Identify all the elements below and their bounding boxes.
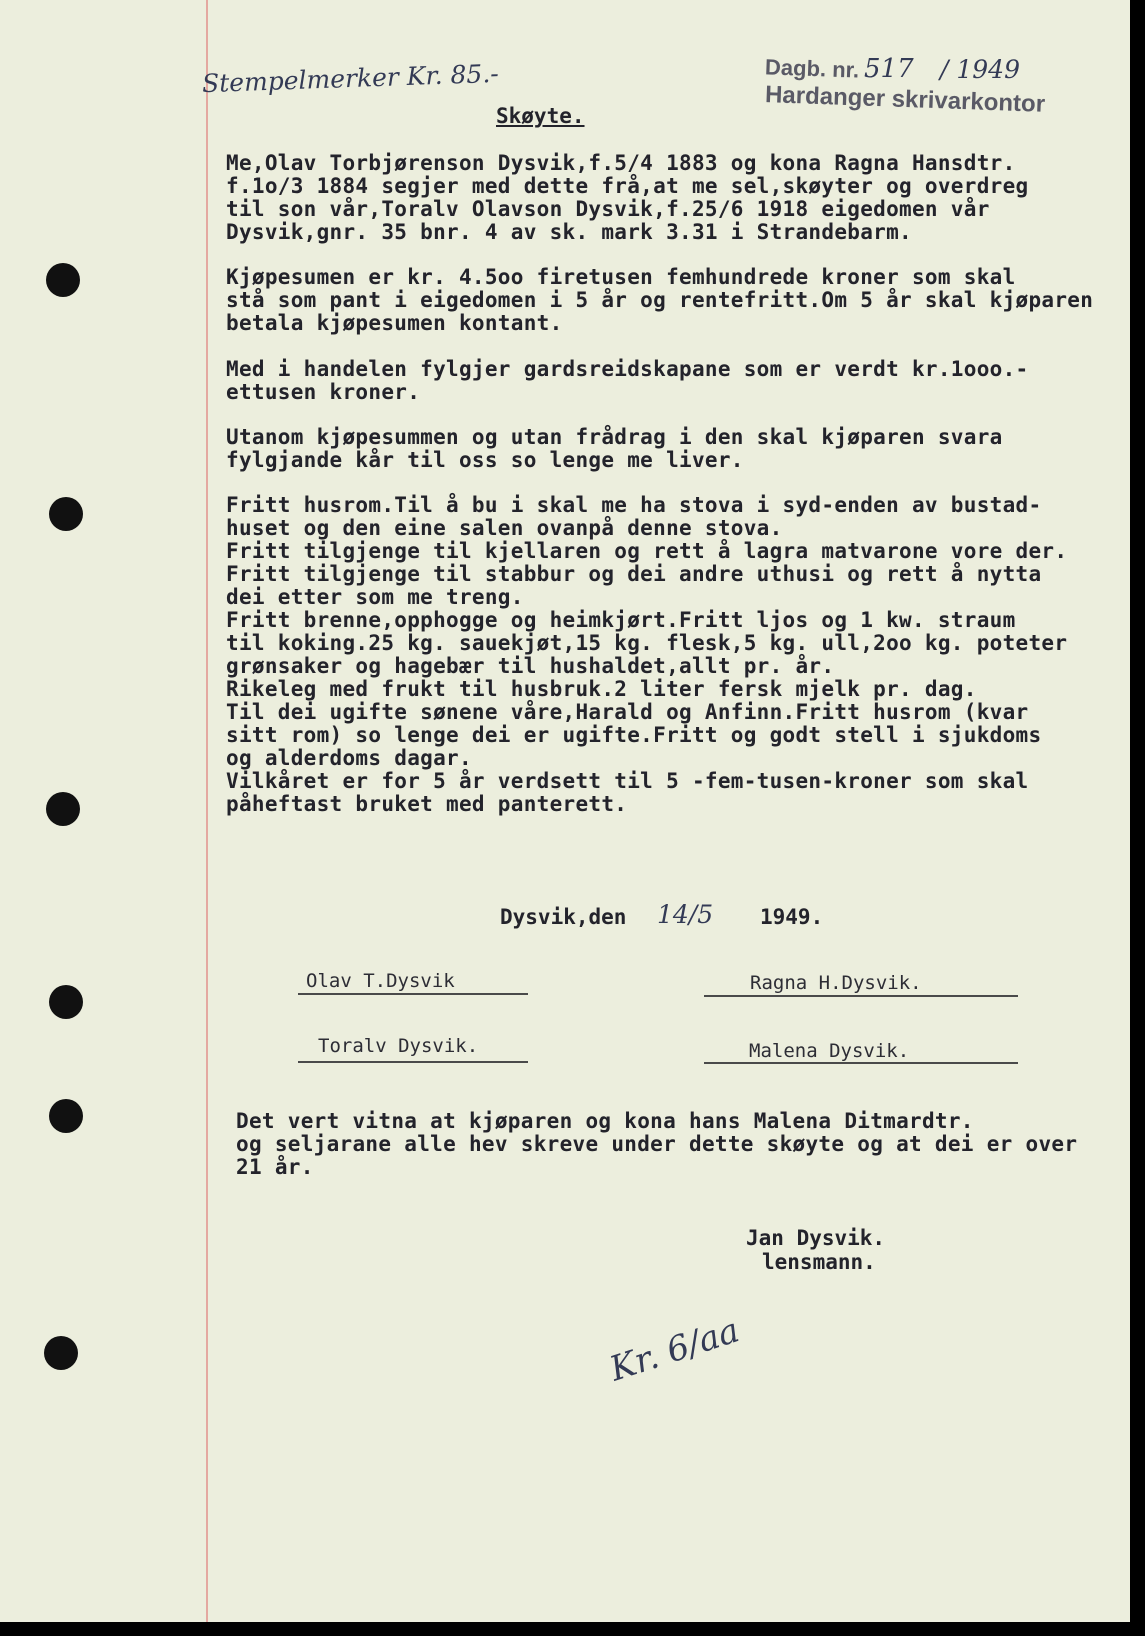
paragraph-provisions: Fritt husrom.Til å bu i skal me ha stova i syd-enden av bustad- huset og den eine salen ovanpå denne stova. Fritt tilgjenge til kjellaren og rett å lagra matvarone vore der. Fritt tilgjenge til stabbur og dei andre uthusi og rett å nytta dei etter som me treng. Fritt brenne,opphogge og heimkjørt.Fritt ljos og 1 kw. straum til koking.25 kg. sauekjøt,15 kg. flesk,5 kg. ull,2oo kg. poteter grønsaker og hagebær til hushaldet,allt pr. år. Rikeleg med frukt til husbruk.2 liter fersk mjelk pr. dag. Til dei ugifte sønene våre,Harald og Anfinn.Fritt husrom (kvar sitt rom) so lenge dei er ugifte.Fritt og godt stell i sjukdoms og alderdoms dagar. Vilkåret er for 5 år verdsett til 5 -fem-tusen-kroner som skal påheftast bruket med panterett. [226,493,1068,816]
registry-stamp-label: Dagb. nr. [764,54,860,83]
witness-statement: Det vert vitna at kjøparen og kona hans Malena Ditmardtr. og seljarane alle hev skreve under dette skøyte og at dei er over 21 år. [236,1109,1078,1179]
punch-hole [44,1336,78,1370]
signature-line [704,995,1018,997]
signature-line [298,1061,528,1063]
margin-rule [206,0,208,1622]
punch-hole [46,792,80,826]
paragraph-equipment: Med i handelen fylgjer gardsreidskapane som er verdt kr.1ooo.- ettusen kroner. [226,357,1029,404]
officer-name: Jan Dysvik. [746,1226,886,1250]
paragraph-parties: Me,Olav Torbjørenson Dysvik,f.5/4 1883 og kona Ragna Hansdtr. f.1o/3 1884 segjer med dette frå,at me sel,skøyter og overdreg til son vår,Toralv Olavson Dysvik,f.25/6 1918 eigedomen vår Dysvik,gnr. 35 bnr. 4 av sk. mark 3.31 i Strandebarm. [226,151,1029,244]
date-year: 1949. [760,905,824,929]
handwritten-initials: Kr. 6/aa [605,1310,745,1390]
signature-ragna: Ragna H.Dysvik. [750,972,922,994]
document-title: Skøyte. [496,104,585,128]
signature-line [298,993,528,995]
registry-year: / 1949 [940,55,1020,84]
stamp-duty-note: Stempelmerker Kr. 85.- [201,58,500,99]
place-label: Dysvik,den [500,905,627,929]
signature-toralv: Toralv Dysvik. [318,1035,479,1057]
signature-malena: Malena Dysvik. [749,1040,910,1062]
punch-hole [49,1099,83,1133]
signature-olav: Olav T.Dysvik [306,970,455,992]
punch-hole [49,985,83,1019]
officer-title: lensmann. [762,1250,876,1274]
handwritten-date: 14/5 [657,900,714,929]
paragraph-price: Kjøpesumen er kr. 4.5oo firetusen femhundrede kroner som skal stå som pant i eigedomen i 5 år og rentefritt.Om 5 år skal kjøparen betala kjøpesumen kontant. [226,265,1094,335]
punch-hole [49,497,83,531]
punch-hole [46,263,80,297]
signature-line [704,1062,1018,1064]
paragraph-retirement-terms: Utanom kjøpesummen og utan frådrag i den skal kjøparen svara fylgjande kår til oss so lenge me liver. [226,425,1003,472]
registry-stamp-office: Hardanger skrivarkontor [764,81,1046,118]
registry-number: 517 [864,54,914,84]
